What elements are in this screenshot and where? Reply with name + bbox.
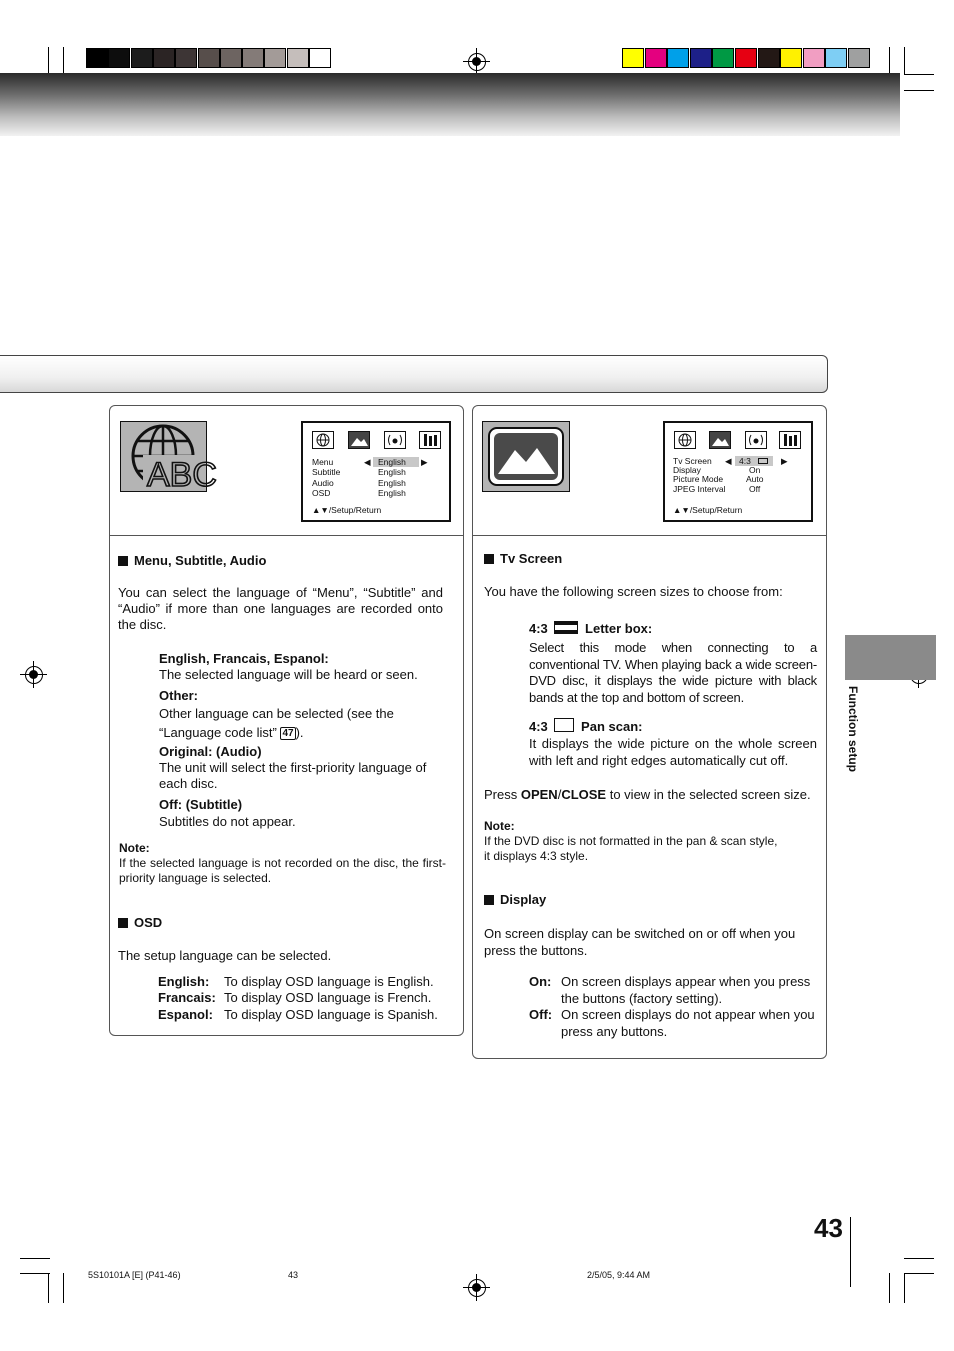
press-slash: / xyxy=(557,787,562,802)
gray-swatch xyxy=(153,48,175,68)
osd-language-screen xyxy=(301,421,451,522)
crop-mark xyxy=(48,47,49,75)
item-text-body: Other language can be selected (see the “Language code list” xyxy=(159,706,394,740)
globe-icon xyxy=(674,431,696,449)
note-text: If the DVD disc is not formatted in the pan & scan style, xyxy=(484,834,778,848)
section-heading-text: Menu, Subtitle, Audio xyxy=(134,553,267,568)
page-number: 43 xyxy=(814,1213,843,1243)
audio-icon xyxy=(384,431,406,449)
osd-row-value: English xyxy=(378,457,406,467)
section-heading xyxy=(484,892,546,908)
color-swatch xyxy=(825,48,847,68)
color-swatch xyxy=(848,48,870,68)
gray-swatch xyxy=(198,48,220,68)
section-heading xyxy=(484,551,562,567)
osd-arrow-left: ◀ xyxy=(725,456,732,466)
item-text: The selected language will be heard or seen. xyxy=(159,667,418,682)
panel-divider xyxy=(110,535,463,536)
page-reference[interactable]: 47 xyxy=(282,728,294,739)
section-heading xyxy=(118,553,266,569)
osd-item-text: To display OSD language is English. xyxy=(224,974,434,989)
letterbox-icon xyxy=(554,621,578,634)
picture-icon xyxy=(709,431,731,449)
item-label: Original: (Audio) xyxy=(159,744,262,759)
language-abc-icon xyxy=(120,421,217,494)
osd-picture-screen xyxy=(663,421,813,522)
item-text xyxy=(159,704,444,742)
side-tab-label: Function setup xyxy=(846,686,860,772)
gray-swatch xyxy=(309,48,331,68)
osd-arrow-right: ▶ xyxy=(781,456,788,466)
footer-page: 43 xyxy=(288,1270,299,1280)
osd-row-value: English xyxy=(378,488,406,498)
crop-mark xyxy=(889,1273,890,1303)
svg-text:ABC: ABC xyxy=(147,456,217,494)
osd-row-value: Auto xyxy=(746,474,764,484)
aspect-ratio: 4:3 xyxy=(529,621,548,636)
letterbox-text: Select this mode when connecting to a conventional TV. When playing back a wide screen-DVD disc, it displays the wide picture with black bands at the top and bottom of screen. xyxy=(529,640,817,705)
gray-swatch xyxy=(287,48,309,68)
osd-item-text: To display OSD language is French. xyxy=(224,990,432,1005)
item-text: The unit will select the first-priority language of each disc. xyxy=(159,760,427,791)
section-heading-text: OSD xyxy=(134,915,163,930)
osd-item-label: Francais: xyxy=(158,990,216,1005)
note-label: Note: xyxy=(484,819,515,833)
color-swatch xyxy=(622,48,644,68)
osd-row-label: Picture Mode xyxy=(673,474,724,484)
intro-text: You can select the language of “Menu”, “Subtitle” and “Audio” if more than one languages are recorded onto the disc. xyxy=(118,585,443,632)
crop-mark xyxy=(904,74,934,75)
audio-icon xyxy=(745,431,767,449)
press-instruction xyxy=(484,787,811,803)
gray-swatch xyxy=(131,48,153,68)
osd-row-label: Subtitle xyxy=(312,467,341,477)
osd-row-label: Audio xyxy=(312,478,334,488)
settings-icon xyxy=(419,431,441,449)
item-label: Off: (Subtitle) xyxy=(159,797,243,812)
crop-mark xyxy=(904,1273,934,1274)
osd-row-value: On xyxy=(749,465,761,475)
panel-divider xyxy=(473,535,826,536)
item-label: English, Francais, Espanol: xyxy=(159,651,329,666)
intro-text: You have the following screen sizes to choose from: xyxy=(484,584,783,599)
display-item-text: On screen displays do not appear when you press any buttons. xyxy=(561,1007,815,1039)
display-item-label: On: xyxy=(529,974,552,989)
section-heading-text: Tv Screen xyxy=(500,551,563,566)
crop-mark xyxy=(904,47,905,75)
panscan-icon xyxy=(554,718,574,732)
press-pre: Press xyxy=(484,787,521,802)
open-key: OPEN xyxy=(520,787,558,802)
letterbox-mini-icon xyxy=(758,458,768,464)
close-key: CLOSE xyxy=(561,787,607,802)
osd-arrow-left: ◀ xyxy=(364,457,371,467)
letterbox-label: Letter box: xyxy=(585,621,653,636)
gray-swatch xyxy=(108,48,130,68)
osd-row-label: JPEG Interval xyxy=(673,484,726,494)
settings-icon xyxy=(779,431,801,449)
note-text: If the selected language is not recorded on the disc, the first-priority language is selected. xyxy=(119,856,446,885)
panscan-text: It displays the wide picture on the whole screen with left and right edges automatically cut off. xyxy=(529,736,817,768)
osd-row-label: Display xyxy=(673,465,701,475)
crop-mark xyxy=(48,1273,49,1303)
page-number-rule xyxy=(850,1217,851,1287)
registration-mark-icon xyxy=(468,1279,486,1297)
osd-row-value: English xyxy=(378,467,406,477)
section-title-bar xyxy=(0,355,828,393)
aspect-ratio: 4:3 xyxy=(529,719,548,734)
color-swatch xyxy=(645,48,667,68)
side-tab xyxy=(845,635,936,680)
display-intro: On screen display can be switched on or off when you press the buttons. xyxy=(484,926,796,958)
crop-mark xyxy=(20,1273,50,1274)
picture-icon xyxy=(348,431,370,449)
display-item-text: On screen displays appear when you press the buttons (factory setting). xyxy=(561,974,811,1006)
osd-item-text: To display OSD language is Spanish. xyxy=(224,1007,438,1022)
osd-row-value: English xyxy=(378,478,406,488)
gray-swatch xyxy=(220,48,242,68)
osd-item-label: Espanol: xyxy=(158,1007,213,1022)
note-text: it displays 4:3 style. xyxy=(484,849,589,863)
color-swatch xyxy=(712,48,734,68)
osd-row-label: Tv Screen xyxy=(673,456,712,466)
color-swatch xyxy=(758,48,780,68)
osd-row-value: 4:3 xyxy=(739,456,751,466)
footer-file: 5S10101A [E] (P41-46) xyxy=(88,1270,181,1280)
crop-mark xyxy=(889,47,890,75)
osd-footer: ▲▼/Setup/Return xyxy=(673,505,743,515)
osd-arrow-right: ▶ xyxy=(421,457,428,467)
color-swatch xyxy=(735,48,757,68)
osd-footer: ▲▼/Setup/Return xyxy=(312,505,382,515)
registration-mark-icon xyxy=(468,53,486,71)
crop-mark xyxy=(904,1258,934,1259)
crop-mark xyxy=(904,90,934,91)
gray-swatch xyxy=(175,48,197,68)
osd-row-value: Off xyxy=(749,484,761,494)
color-swatch xyxy=(667,48,689,68)
footer-date: 2/5/05, 9:44 AM xyxy=(587,1270,651,1280)
letterbox-heading xyxy=(529,621,652,637)
osd-intro: The setup language can be selected. xyxy=(118,948,332,963)
gray-swatch xyxy=(264,48,286,68)
gray-swatch xyxy=(86,48,108,68)
display-item-label: Off: xyxy=(529,1007,553,1022)
globe-icon xyxy=(312,431,334,449)
picture-setup-icon xyxy=(482,421,570,492)
item-text: Subtitles do not appear. xyxy=(159,814,296,829)
item-text-after: ). xyxy=(295,725,304,740)
panscan-label: Pan scan: xyxy=(581,719,643,734)
section-heading xyxy=(118,915,162,931)
note-label: Note: xyxy=(119,841,150,855)
crop-mark xyxy=(904,1273,905,1303)
color-swatch xyxy=(803,48,825,68)
crop-mark xyxy=(20,1258,50,1259)
osd-item-label: English: xyxy=(158,974,210,989)
osd-row-label: Menu xyxy=(312,457,334,467)
section-heading-text: Display xyxy=(500,892,547,907)
panscan-heading xyxy=(529,718,642,735)
header-band xyxy=(0,73,900,136)
press-post: to view in the selected screen size. xyxy=(606,787,811,802)
color-swatch xyxy=(690,48,712,68)
item-label: Other: xyxy=(159,688,198,703)
osd-row-label: OSD xyxy=(312,488,331,498)
gray-swatch xyxy=(242,48,264,68)
registration-mark-icon xyxy=(25,666,43,684)
crop-mark xyxy=(63,1273,64,1303)
crop-mark xyxy=(63,47,64,75)
color-swatch xyxy=(780,48,802,68)
